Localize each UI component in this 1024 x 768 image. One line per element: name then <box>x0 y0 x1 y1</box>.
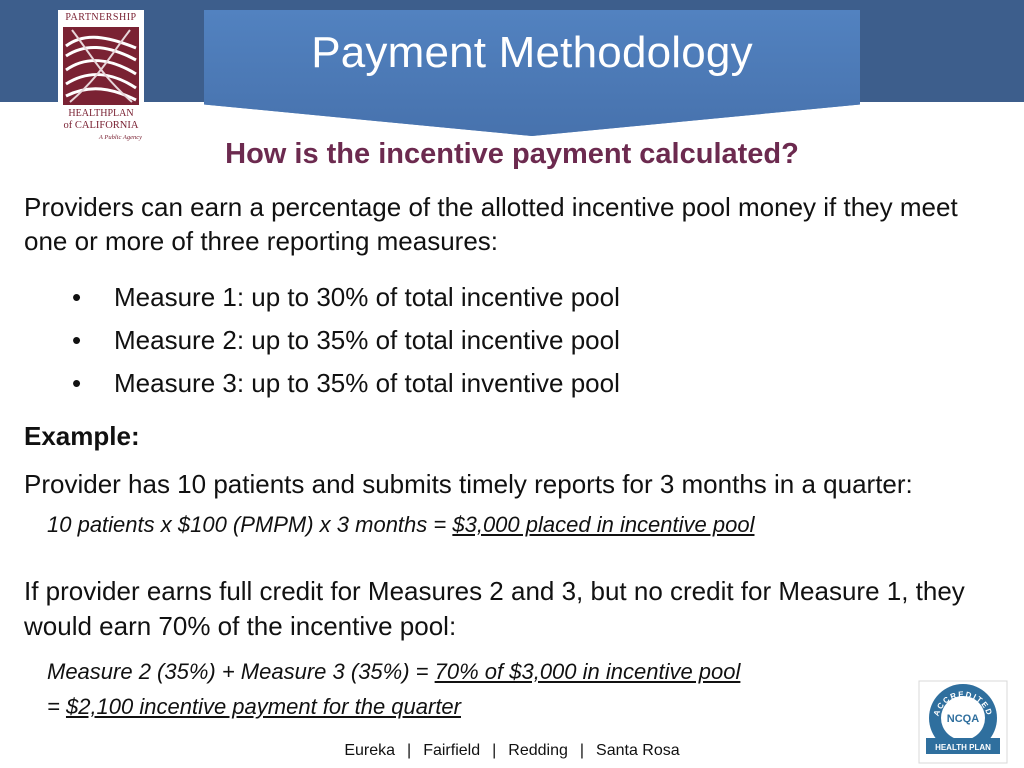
list-item: • Measure 3: up to 35% of total inventive pool <box>72 362 620 405</box>
footer-separator: | <box>492 742 497 759</box>
bullet-icon: • <box>72 282 82 312</box>
location-eureka: Eureka <box>344 742 396 759</box>
list-item: • Measure 2: up to 35% of total incentive pool <box>72 319 620 362</box>
location-santa-rosa: Santa Rosa <box>596 742 680 759</box>
location-fairfield: Fairfield <box>423 742 481 759</box>
pool-result: $3,000 placed in incentive pool <box>452 512 755 537</box>
partnership-logo <box>58 10 144 146</box>
bullet-icon: • <box>72 368 82 398</box>
intro-paragraph: Providers can earn a percentage of the allotted incentive pool money if they meet one or more of three reporting measures: <box>24 192 958 256</box>
list-item: • Measure 1: up to 30% of total incentive pool <box>72 276 620 319</box>
badge-bottom-text: HEALTH PLAN <box>935 743 991 752</box>
payment-result: $2,100 incentive payment for the quarter <box>65 694 461 719</box>
logo-text-healthplan: HEALTHPLAN <box>68 108 134 119</box>
badge-top-text: ACCREDITED <box>931 689 995 718</box>
logo-text-top: PARTNERSHIP <box>65 12 137 23</box>
logo-mark-icon <box>62 26 140 106</box>
logo-text-agency: A Public Agency <box>98 134 142 141</box>
bullet-icon: • <box>72 325 82 355</box>
badge-center-text: NCQA <box>946 713 980 725</box>
page-title: Payment Methodology <box>311 28 753 77</box>
example-label: Example: <box>24 421 140 451</box>
logo-text-state: of CALIFORNIA <box>63 120 139 131</box>
footer-separator: | <box>407 742 412 759</box>
full-credit-paragraph: If provider earns full credit for Measures 2 and 3, but no credit for Measure 1, they would earn 70% of the incentive pool: <box>24 576 965 641</box>
calculation-percentage: Measure 2 (35%) + Measure 3 (35%) = 70% of $3,000 in incentive pool <box>47 659 741 684</box>
provider-statement: Provider has 10 patients and submits timely reports for 3 months in a quarter: <box>24 469 913 499</box>
footer-locations <box>0 742 1024 760</box>
location-redding: Redding <box>508 742 568 759</box>
footer-separator: | <box>579 742 585 759</box>
calculation-pool: 10 patients x $100 (PMPM) x 3 months = $3,000 placed in incentive pool <box>47 512 755 537</box>
measures-list <box>72 276 620 405</box>
calculation-payment: = $2,100 incentive payment for the quarter <box>47 694 461 719</box>
question-heading: How is the incentive payment calculated? <box>225 138 799 170</box>
percentage-result: 70% of $3,000 in incentive pool <box>434 659 741 684</box>
